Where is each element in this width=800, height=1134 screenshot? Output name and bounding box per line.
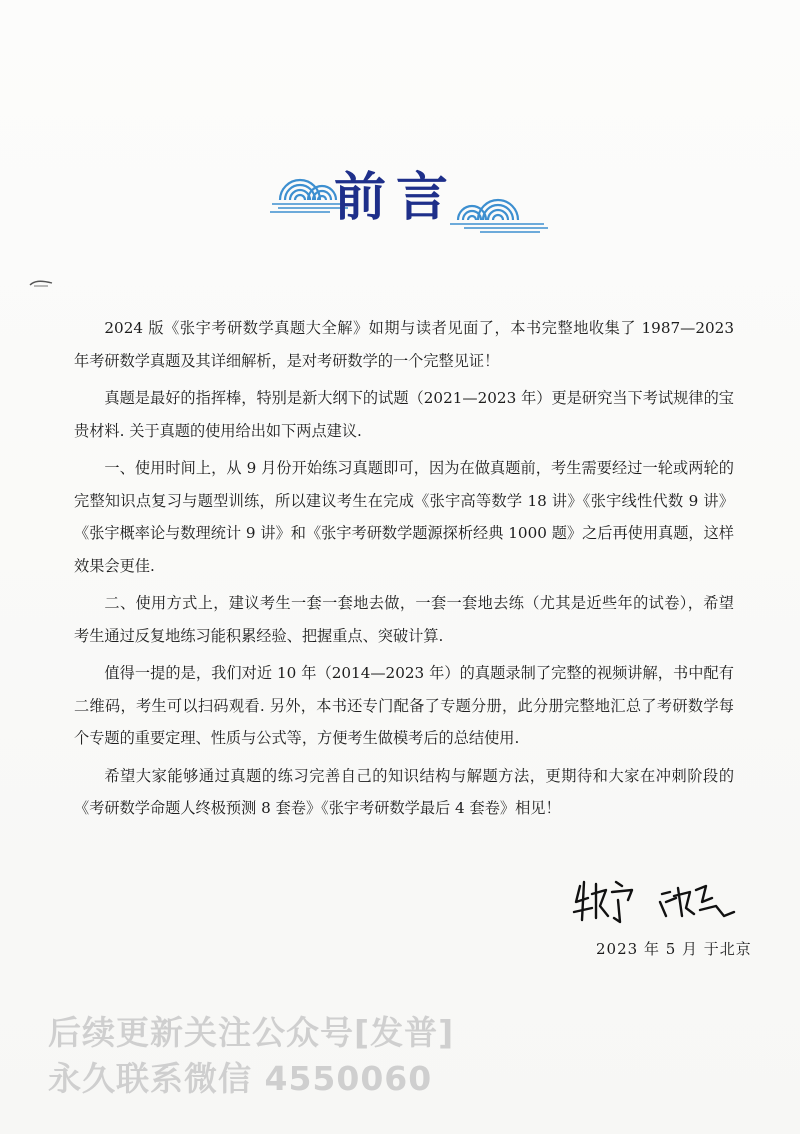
- watermark: [48, 1010, 454, 1102]
- watermark-line-1: 后续更新关注公众号[发普]: [48, 1013, 455, 1052]
- wave-cloud-right-icon: [450, 190, 548, 234]
- paragraph-importance: 真题是最好的指挥棒，特别是新大纲下的试题（2021—2023 年）更是研究当下考试规律的宝贵材料. 关于真题的使用给出如下两点建议.: [74, 389, 734, 440]
- paragraph-suggestion-method: 二、使用方式上，建议考生一套一套地去做，一套一套地去练（尤其是近些年的试卷），希望考生通过反复地练习能积累经验、把握重点、突破计算.: [74, 594, 734, 645]
- paragraph-intro: 2024 版《张宇考研数学真题大全解》如期与读者见面了，本书完整地收集了 1987—2023 年考研数学真题及其详细解析，是对考研数学的一个完整见证！: [74, 319, 734, 370]
- author-signature: [566, 872, 746, 928]
- paragraph-closing: 希望大家能够通过真题的练习完善自己的知识结构与解题方法，更期待和大家在冲刺阶段的《考研数学命题人终极预测 8 套卷》《张宇考研数学最后 4 套卷》相见！: [74, 766, 734, 817]
- page-title: 前言: [334, 167, 459, 228]
- preface-title-block: [268, 160, 548, 240]
- watermark-line-2: 永久联系微信 4550060: [48, 1059, 433, 1098]
- signature-date: 2023 年 5 月 于北京: [596, 940, 752, 958]
- scan-margin-mark: [28, 278, 54, 288]
- paragraph-suggestion-time: 一、使用时间上，从 9 月份开始练习真题即可，因为在做真题前，考生需要经过一轮或两轮的完整知识点复习与题型训练，所以建议考生在完成《张宇高等数学 18 讲》《张宇线性代数 9 讲》《张宇概率论与数理统计 9 讲》和《张宇考研数学题源探析经典 1000 题》之后再使用真题，这样效果会更佳.: [74, 459, 734, 575]
- preface-body: [74, 312, 734, 830]
- paragraph-video: 值得一提的是，我们对近 10 年（2014—2023 年）的真题录制了完整的视频讲解，书中配有二维码，考生可以扫码观看. 另外，本书还专门配备了专题分册，此分册完整地汇总了考研数学每个专题的重要定理、性质与公式等，方便考生做模考后的总结使用.: [74, 664, 734, 747]
